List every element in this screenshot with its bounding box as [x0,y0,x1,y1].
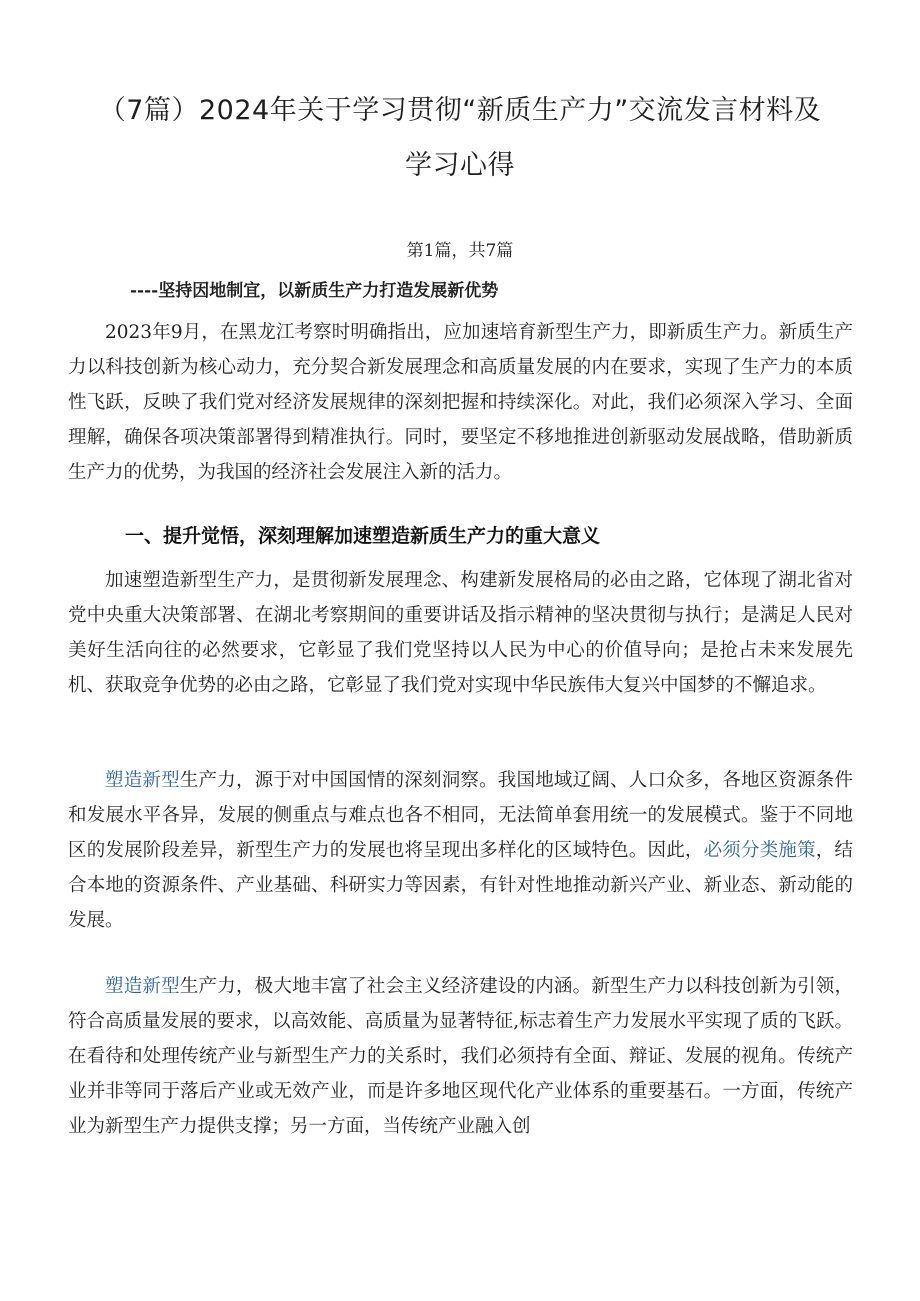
part-label: 第1篇，共7篇 [406,241,514,261]
subtitle: ----坚持因地制宜，以新质生产力打造发展新优势 [130,281,499,301]
highlight-text: 必须分类施策 [703,840,816,861]
highlight-text: 塑造新型 [105,770,180,791]
highlight-text: 塑造新型 [105,976,180,997]
paragraph-3-text-b: ，结合本地的资源条件、产业基础、科研实力等因素，有针对性地推动新兴产业、新业态、新动能的发展。 [68,840,853,931]
paragraph-4-text: 生产力，极大地丰富了社会主义经济建设的内涵。新型生产力以科技创新为引领，符合高质量发展的要求，以高效能、高质量为显著特征,标志着生产力发展水平实现了质的飞跃。在看待和处理传统产业与新型生产力的关系时，我们必须持有全面、辩证、发展的视角。传统产业并非等同于落后产业或无效产业，而是许多地区现代化产业体系的重要基石。一方面，传统产业为新型生产力提供支撑；另一方面，当传统产业融入创 [68,976,853,1137]
paragraph-3 [68,763,853,938]
document-title-line-1: （7篇）2024年关于学习贯彻“新质生产力”交流发言材料及 [98,95,822,126]
paragraph-3-text-a: 生产力，源于对中国国情的深刻洞察。我国地域辽阔、人口众多，各地区资源条件和发展水平各异，发展的侧重点与难点也各不相同，无法简单套用统一的发展模式。鉴于不同地区的发展阶段差异，新型生产力的发展也将呈现出多样化的区域特色。因此， [68,770,853,861]
paragraph-2: 加速塑造新型生产力，是贯彻新发展理念、构建新发展格局的必由之路，它体现了湖北省对党中央重大决策部署、在湖北考察期间的重要讲话及指示精神的坚决贯彻与执行；是满足人民对美好生活向往的必然要求，它彰显了我们党坚持以人民为中心的价值导向；是抢占未来发展先机、获取竞争优势的必由之路，它彰显了我们党对实现中华民族伟大复兴中国梦的不懈追求。 [68,570,853,696]
document-title-line-2: 学习心得 [405,150,515,181]
paragraph-1: 2023年9月，在黑龙江考察时明确指出，应加速培育新型生产力，即新质生产力。新质生产力以科技创新为核心动力，充分契合新发展理念和高质量发展的内在要求，实现了生产力的本质性飞跃，反映了我们党对经济发展规律的深刻把握和持续深化。对此，我们必须深入学习、全面理解，确保各项决策部署得到精准执行。同时，要坚定不移地推进创新驱动发展战略，借助新质生产力的优势，为我国的经济社会发展注入新的活力。 [68,322,853,483]
section-heading-1: 一、提升觉悟，深刻理解加速塑造新质生产力的重大意义 [125,525,601,547]
paragraph-4 [68,969,853,1144]
